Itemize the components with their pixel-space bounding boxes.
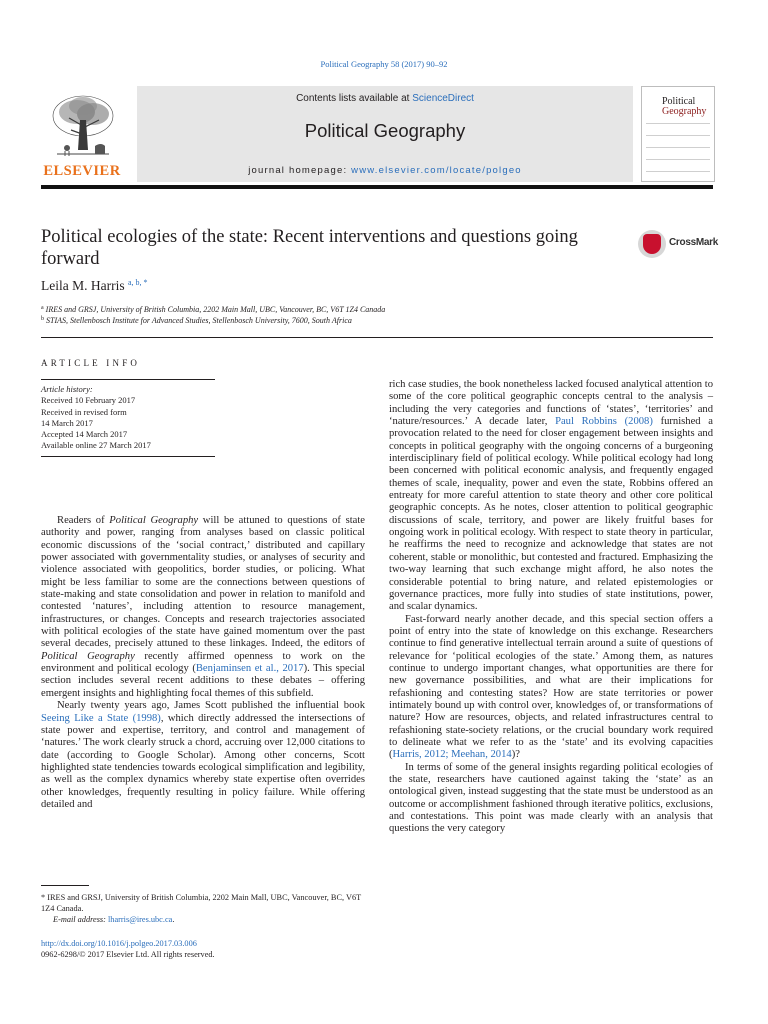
body-paragraph: In terms of some of the general insights regarding political ecologies of the state, researchers have cautioned against taking the ‘state’ as an ontological given, instead suggesting that the state must be understood as an outcome or accomplishment fashioned through iterative politics, exclusions, and contestations. This point was made clearly with an analysis that questions the very category <box>389 761 713 835</box>
affiliation-text: STIAS, Stellenbosch Institute for Advanced Studies, Stellenbosch University, 7600, South Africa <box>46 316 352 325</box>
author-name: Leila M. Harris <box>41 278 125 293</box>
cover-title <box>662 97 706 117</box>
homepage-link[interactable]: www.elsevier.com/locate/polgeo <box>351 165 522 176</box>
crossmark-button[interactable] <box>638 230 718 258</box>
affiliation-b <box>41 316 352 325</box>
body-paragraph: Nearly twenty years ago, James Scott published the influential book Seeing Like a State (1998), which directly addressed the intersections of state power and expertise, territory, and control and management of ‘natures.’ The work clearly struck a chord, accruing over 12,000 citations to date (according to Google Scholar). Among other concerns, Scott highlighted state tendencies towards ecological simplification and legibility, as well as the complex dynamics whereby state expertise often overrides other knowledges, frequently resulting in policy failure. While offering detailed and <box>41 700 366 810</box>
body-paragraph: rich case studies, the book nonetheless lacked focused analytical attention to some of the core political geographic concepts central to the analysis – including the very categories and functions of ‘states’, ‘territories’ and ‘nature/resources.’ A decade later, Paul Robbins (2008) furnished a provocation related to the need for closer engagement between insights and concepts in political geography with the ongoing concerns of a burgeoning interdisciplinary field of political ecology. While political ecology had long been concerned with political economic analysis, and frequently engaged themes of scale, inequality, power and even the state, Robbins offered an entreaty for more careful attention to state theory and other core political geographic concepts. As he notes, closer attention to political geographic discussions of scale, territory, and power are likely fruitful bases for ongoing work in political ecology. With respect to state theory in particular, he reaffirms the need to recognize and acknowledge that states are not coherent, stable or monolithic, but contested and fractured. Emphasizing the two-way learning that such exchange might afford, he also notes the considerable potential to bring nature, and related epistemologies or governance practices, more fully into studies of state institutions, power, and scalar dynamics. <box>389 379 713 613</box>
author-affiliation-marks[interactable]: a, b, * <box>127 278 148 287</box>
cover-divider <box>646 171 710 172</box>
elsevier-tree-icon <box>47 90 119 162</box>
history-item: 14 March 2017 <box>41 417 93 428</box>
history-item: Received in revised form <box>41 406 127 417</box>
cover-title-line2: Geography <box>662 106 707 117</box>
citation-link[interactable]: Seeing Like a State (1998) <box>41 712 161 724</box>
journal-banner <box>137 86 633 182</box>
contents-prefix: Contents lists available at <box>296 93 413 104</box>
sciencedirect-link[interactable]: ScienceDirect <box>412 93 474 104</box>
history-item: Available online 27 March 2017 <box>41 440 151 451</box>
footnote-rule <box>41 885 89 886</box>
body-paragraph: Fast-forward nearly another decade, and this special section offers a point of entry into the state of knowledge on this exchange. Researchers continue to find generative intellectual terrain around a suite of questions of relevance for ‘political ecologies of the state.’ Among them, as natures continue to undergo important changes, what opportunities are there for new governance possibilities, and what are their implications for refashioning and contesting states? How are state territories or power intimately bound up with control over, knowledges of, or transformations of nature? How are resources, objects, and related infrastructures central to refashioning state-society relations, or the crucial boundary work required to delineate what we refer to as the ‘state’ and its evolving capacities (Harris, 2012; Meehan, 2014)? <box>389 613 713 761</box>
header-rule <box>41 185 713 189</box>
history-label: Article history: <box>41 384 93 394</box>
article-history <box>41 384 151 452</box>
elsevier-logo[interactable] <box>41 86 123 182</box>
citation-link[interactable]: Harris, 2012; Meehan, 2014 <box>392 749 512 761</box>
email-label: E-mail address: <box>53 915 108 924</box>
publisher-logo-text: ELSEVIER <box>43 163 121 179</box>
affiliation-mark: a <box>41 305 44 311</box>
journal-cover-thumbnail[interactable] <box>641 86 715 182</box>
footnote-text: IRES and GRSJ, University of British Columbia, 2202 Main Mall, UBC, Vancouver, BC, V6T 1Z4 Canada. <box>41 893 362 913</box>
cover-divider <box>646 159 710 160</box>
article-info-rule <box>41 456 215 457</box>
journal-citation-link[interactable]: Political Geography 58 (2017) 90–92 <box>320 59 448 69</box>
history-item: Received 10 February 2017 <box>41 395 136 406</box>
cover-divider <box>646 147 710 148</box>
cover-title-line1: Political <box>662 96 696 107</box>
title-rule <box>41 337 713 338</box>
citation-link[interactable]: Paul Robbins (2008) <box>555 416 653 428</box>
citation-link[interactable]: Benjaminsen et al., 2017 <box>195 663 304 675</box>
article-title: Political ecologies of the state: Recent interventions and questions going forward <box>41 227 578 269</box>
journal-title: Political Geography <box>304 120 466 141</box>
cover-divider <box>646 123 710 124</box>
footnote-mark: * <box>41 893 46 902</box>
cover-divider <box>646 135 710 136</box>
body-column-right <box>389 379 713 836</box>
copyright-text: 0962-6298/© 2017 Elsevier Ltd. All rights reserved. <box>41 950 215 959</box>
author-line <box>41 278 148 294</box>
crossmark-icon <box>638 230 666 258</box>
corresponding-author-footnote: * IRES and GRSJ, University of British Columbia, 2202 Main Mall, UBC, Vancouver, BC, V6T 1Z4 Canada. E-mail address: lharris@ires.ubc.ca. <box>41 893 362 924</box>
contents-line <box>137 93 633 104</box>
body-paragraph: Readers of Political Geography will be attuned to questions of state authority and power, ranging from analyses based on classic political economic discussions of the ‘social contract,’ distributed and capillary power associated with governmentality studies, or analyses of security and violence associated with geopolitics, border studies, or policing. What might be less familiar to some are the connections between questions of state-making and state consolidation and power in relation to manifold and contested ‘natures’, including attention to resource management, infrastructures, or changes. Concepts and research trajectories associated with political ecologies of the state have gained momentum over the past several decades, precisely attuned to these linkages. Indeed, the editors of Political Geography recently affirmed openness to work on the environment and political ecology (Benjaminsen et al., 2017). This special section includes several recent additions to these debates – offering emergent insights and highlighting focal themes of this subfield. <box>41 515 365 699</box>
homepage-prefix: journal homepage: <box>248 165 352 176</box>
journal-homepage <box>137 165 633 176</box>
crossmark-label: CrossMark <box>669 237 718 248</box>
affiliation-a <box>41 305 385 314</box>
article-info-rule <box>41 379 215 380</box>
history-item: Accepted 14 March 2017 <box>41 429 128 440</box>
email-link[interactable]: lharris@ires.ubc.ca <box>108 915 173 924</box>
affiliation-text: IRES and GRSJ, University of British Columbia, 2202 Main Mall, UBC, Vancouver, BC, V6T 1Z4 Canada <box>45 305 386 314</box>
body-column-left <box>41 515 365 811</box>
article-footer <box>41 938 215 960</box>
journal-masthead <box>41 86 713 183</box>
affiliation-mark: b <box>41 316 44 322</box>
article-info-heading: ARTICLE INFO <box>41 358 141 368</box>
doi-link[interactable]: http://dx.doi.org/10.1016/j.polgeo.2017.03.006 <box>41 939 197 948</box>
